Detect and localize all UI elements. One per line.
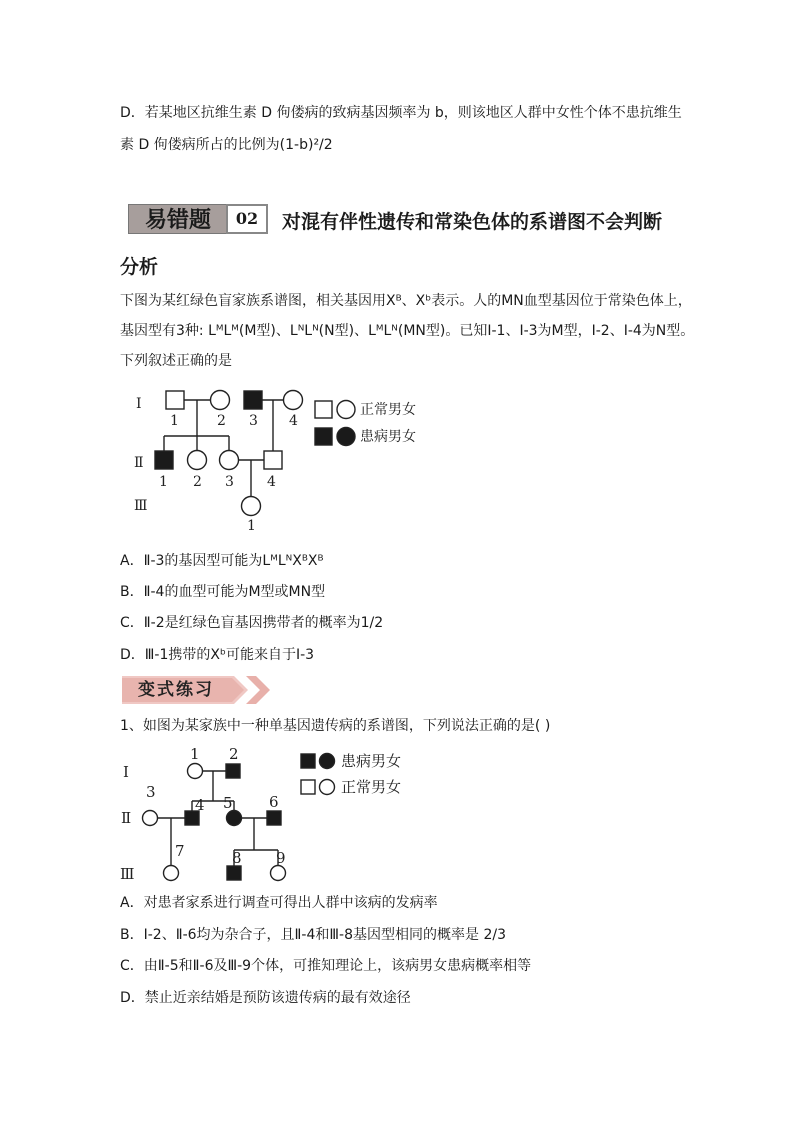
ped2-id-9: 9	[276, 849, 286, 867]
ped1-id-ii-2: 2	[193, 474, 202, 490]
ped2-ii-3-female-normal	[143, 811, 158, 826]
ped2-id-6: 6	[269, 793, 279, 811]
ped1-legend-normal: 正常男女	[360, 402, 416, 418]
ped1-legend-affected: 患病男女	[360, 429, 416, 445]
ped2-ii-5-female-affected	[227, 811, 242, 826]
ped2-iii-9-female-normal	[271, 866, 286, 881]
q2-option-b: B．I-2、Ⅱ-6均为杂合子，且Ⅱ-4和Ⅲ-8基因型相同的概率是 2/3	[120, 927, 506, 943]
ped1-id-ii-1: 1	[159, 474, 168, 490]
practice-label: 变式练习	[138, 680, 214, 700]
ped2-iii-8-male-affected	[227, 866, 241, 880]
q1-stem-line2: 基因型有3种: LᴹLᴹ(M型)、LᴺLᴺ(N型)、LᴹLᴺ(MN型)。已知I-1、I-3为M型，I-2、I-4为N型。	[120, 323, 695, 339]
ped1-id-i-3: 3	[249, 413, 258, 429]
section-number: 02	[226, 204, 268, 234]
prev-option-d-line1: D．若某地区抗维生素 D 佝偻病的致病基因频率为 b，则该地区人群中女性个体不患抗维生	[120, 105, 682, 121]
ped1-id-iii-1: 1	[247, 518, 256, 534]
ped2-gen-iii-label: Ⅲ	[120, 865, 135, 883]
section-title-line2: 分析	[120, 256, 159, 278]
q1-option-c: C．Ⅱ-2是红绿色盲基因携带者的概率为1/2	[120, 615, 384, 631]
ped1-id-ii-4: 4	[267, 474, 276, 490]
ped2-legend-normal: 正常男女	[341, 778, 402, 796]
ped1-gen-iii-label: Ⅲ	[134, 498, 148, 514]
q1-stem-line1: 下图为某红绿色盲家族系谱图，相关基因用Xᴮ、Xᵇ表示。人的MN血型基因位于常染色体上，	[120, 293, 692, 309]
q1-option-b: B．Ⅱ-4的血型可能为M型或MN型	[120, 584, 326, 600]
prev-option-d-line2: 素 D 佝偻病所占的比例为(1-b)²/2	[120, 137, 333, 153]
q2-option-a: A．对患者家系进行调查可得出人群中该病的发病率	[120, 895, 438, 911]
ped1-gen-i-label: I	[136, 396, 142, 412]
ped1-id-ii-3: 3	[225, 474, 234, 490]
ped2-legend-affected: 患病男女	[341, 752, 402, 770]
ped1-id-i-1: 1	[170, 413, 179, 429]
ped2-id-2: 2	[229, 745, 239, 763]
section-title-line1: 对混有伴性遗传和常染色体的系谱图不会判断	[282, 211, 663, 233]
ped2-i-1-female-normal	[188, 764, 203, 779]
ped2-id-8: 8	[232, 849, 242, 867]
ped2-id-1: 1	[190, 745, 200, 763]
q1-stem-line3: 下列叙述正确的是	[120, 353, 232, 369]
ped2-gen-i-label: I	[123, 763, 129, 781]
ped1-id-i-4: 4	[289, 413, 298, 429]
ped1-gen-ii-label: Ⅱ	[134, 455, 144, 471]
q2-option-c: C．由Ⅱ-5和Ⅱ-6及Ⅲ-9个体，可推知理论上，该病男女患病概率相等	[120, 958, 532, 974]
ped2-id-7: 7	[175, 842, 185, 860]
ped2-i-2-male-affected	[226, 764, 240, 778]
ped1-id-i-2: 2	[217, 413, 226, 429]
ped2-iii-7-female-normal	[164, 866, 179, 881]
q2-stem: 1、如图为某家族中一种单基因遗传病的系谱图，下列说法正确的是( )	[120, 718, 551, 734]
q1-option-a: A．Ⅱ-3的基因型可能为LᴹLᴺXᴮXᴮ	[120, 553, 324, 569]
q1-option-d: D．Ⅲ-1携带的Xᵇ可能来自于I-3	[120, 647, 315, 663]
section-label: 易错题	[128, 204, 228, 234]
ped2-id-4: 4	[195, 796, 205, 814]
ped2-id-5: 5	[223, 794, 233, 812]
q2-option-d: D．禁止近亲结婚是预防该遗传病的最有效途径	[120, 990, 411, 1006]
ped2-ii-6-male-affected	[267, 811, 281, 825]
ped2-id-3: 3	[146, 783, 156, 801]
ped2-gen-ii-label: Ⅱ	[121, 809, 132, 827]
